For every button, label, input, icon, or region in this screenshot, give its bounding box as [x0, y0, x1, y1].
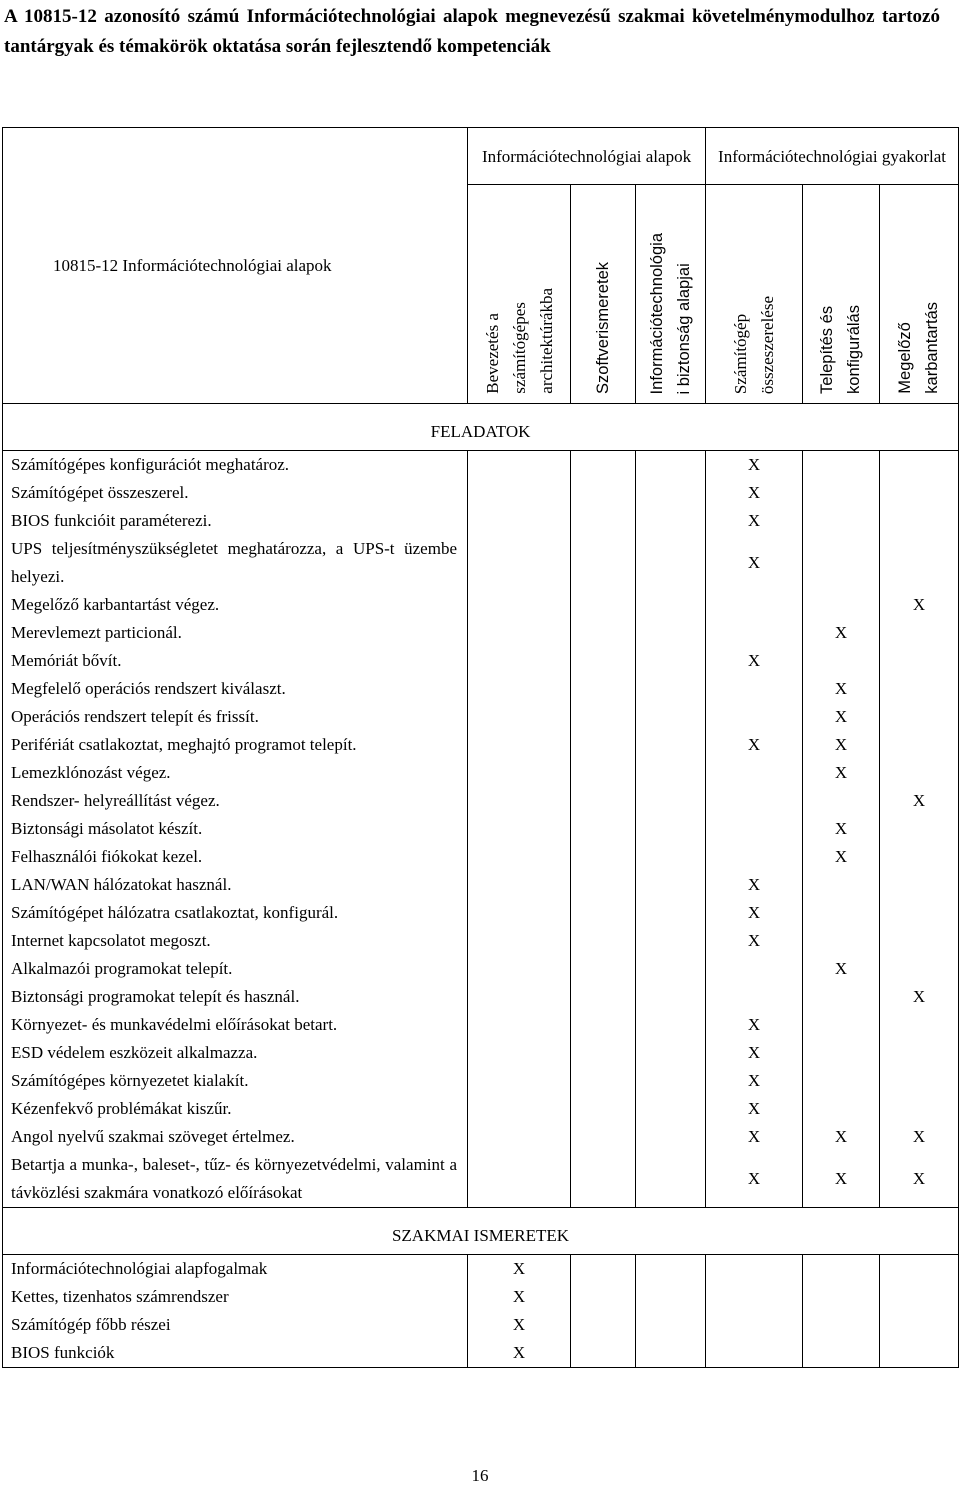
table-row — [3, 843, 959, 871]
mark-cell — [571, 787, 636, 815]
table-row — [3, 1311, 959, 1339]
mark-cell — [571, 1311, 636, 1339]
mark-cell — [880, 535, 959, 591]
column-header-2 — [636, 185, 706, 404]
mark-cell — [880, 899, 959, 927]
mark-cell — [803, 787, 880, 815]
mark-cell — [706, 815, 803, 843]
mark-cell — [636, 1011, 706, 1039]
column-header-line: összeszerelése — [758, 295, 778, 394]
mark-cell — [706, 703, 803, 731]
task-cell: Környezet- és munkavédelmi előírásokat betart. — [3, 1011, 468, 1039]
mark-cell — [468, 647, 571, 675]
mark-cell — [468, 1011, 571, 1039]
column-header-5 — [880, 185, 959, 404]
mark-cell: X — [706, 1011, 803, 1039]
mark-cell — [468, 815, 571, 843]
mark-cell — [706, 1311, 803, 1339]
mark-cell — [636, 927, 706, 955]
mark-cell — [636, 899, 706, 927]
column-header-4 — [803, 185, 880, 404]
column-header-line: Megelőző — [896, 322, 915, 394]
mark-cell — [636, 731, 706, 759]
mark-cell: X — [880, 787, 959, 815]
table-row — [3, 647, 959, 675]
mark-cell — [571, 1067, 636, 1095]
mark-cell — [468, 899, 571, 927]
mark-cell — [468, 619, 571, 647]
mark-cell — [468, 843, 571, 871]
mark-cell — [880, 815, 959, 843]
task-cell: Betartja a munka-, baleset-, tűz- és környezetvédelmi, valamint a távközlési szakmára vonatkozó előírásokat — [3, 1151, 468, 1208]
table-row — [3, 619, 959, 647]
mark-cell — [880, 955, 959, 983]
task-cell: Számítógépet összeszerel. — [3, 479, 468, 507]
mark-cell — [468, 955, 571, 983]
mark-cell — [636, 535, 706, 591]
mark-cell — [636, 507, 706, 535]
table-row — [3, 479, 959, 507]
mark-cell — [636, 983, 706, 1011]
mark-cell — [880, 759, 959, 787]
competency-table — [2, 127, 959, 1368]
table-row — [3, 451, 959, 480]
mark-cell — [571, 899, 636, 927]
table-row — [3, 1039, 959, 1067]
mark-cell: X — [706, 451, 803, 480]
mark-cell — [803, 1095, 880, 1123]
mark-cell — [571, 1339, 636, 1368]
mark-cell — [571, 1039, 636, 1067]
column-header-3 — [706, 185, 803, 404]
table-row — [3, 1283, 959, 1311]
mark-cell — [803, 1311, 880, 1339]
table-row — [3, 1123, 959, 1151]
mark-cell: X — [706, 1123, 803, 1151]
column-header-line: karbantartás — [923, 302, 942, 394]
section-title: FELADATOK — [3, 404, 959, 451]
mark-cell: X — [706, 647, 803, 675]
mark-cell: X — [706, 731, 803, 759]
mark-cell: X — [880, 591, 959, 619]
mark-cell — [636, 1283, 706, 1311]
mark-cell — [803, 1067, 880, 1095]
task-cell: BIOS funkcióit paraméterezi. — [3, 507, 468, 535]
task-cell: Felhasználói fiókokat kezel. — [3, 843, 468, 871]
mark-cell — [880, 1283, 959, 1311]
table-row — [3, 535, 959, 591]
task-cell: Angol nyelvű szakmai szöveget értelmez. — [3, 1123, 468, 1151]
mark-cell — [468, 871, 571, 899]
mark-cell — [468, 787, 571, 815]
mark-cell — [571, 759, 636, 787]
mark-cell: X — [706, 507, 803, 535]
mark-cell — [636, 815, 706, 843]
mark-cell — [468, 759, 571, 787]
mark-cell: X — [468, 1311, 571, 1339]
mark-cell — [636, 871, 706, 899]
mark-cell — [880, 871, 959, 899]
task-cell: Lemezklónozást végez. — [3, 759, 468, 787]
mark-cell — [803, 647, 880, 675]
mark-cell: X — [803, 703, 880, 731]
column-header-line: Információtechnológia — [647, 232, 666, 394]
mark-cell — [880, 927, 959, 955]
mark-cell — [468, 731, 571, 759]
mark-cell — [880, 1011, 959, 1039]
task-cell: BIOS funkciók — [3, 1339, 468, 1368]
group-header-alapok: Információtechnológiai alapok — [468, 128, 706, 185]
mark-cell — [803, 1039, 880, 1067]
column-header-line: i biztonság alapjai — [674, 262, 693, 394]
task-cell: Rendszer- helyreállítást végez. — [3, 787, 468, 815]
mark-cell: X — [880, 1123, 959, 1151]
mark-cell — [706, 983, 803, 1011]
mark-cell — [706, 1255, 803, 1284]
mark-cell: X — [706, 1039, 803, 1067]
module-label: 10815-12 Információtechnológiai alapok — [3, 128, 468, 404]
mark-cell — [803, 535, 880, 591]
mark-cell — [468, 479, 571, 507]
mark-cell: X — [803, 759, 880, 787]
mark-cell — [571, 703, 636, 731]
mark-cell: X — [706, 479, 803, 507]
table-row — [3, 1095, 959, 1123]
mark-cell — [571, 507, 636, 535]
table-row — [3, 927, 959, 955]
mark-cell: X — [880, 983, 959, 1011]
task-cell: Memóriát bővít. — [3, 647, 468, 675]
mark-cell — [636, 1255, 706, 1284]
column-header-label — [727, 296, 781, 394]
mark-cell — [571, 1151, 636, 1208]
mark-cell — [803, 1283, 880, 1311]
mark-cell — [706, 955, 803, 983]
mark-cell — [706, 1283, 803, 1311]
mark-cell — [880, 619, 959, 647]
mark-cell — [636, 1067, 706, 1095]
mark-cell: X — [803, 815, 880, 843]
mark-cell — [468, 591, 571, 619]
mark-cell: X — [803, 843, 880, 871]
mark-cell — [636, 1095, 706, 1123]
mark-cell — [706, 843, 803, 871]
mark-cell — [803, 451, 880, 480]
table-row — [3, 1011, 959, 1039]
mark-cell — [636, 591, 706, 619]
mark-cell: X — [880, 1151, 959, 1208]
task-cell: Biztonsági másolatot készít. — [3, 815, 468, 843]
mark-cell — [803, 591, 880, 619]
task-cell: Számítógép főbb részei — [3, 1311, 468, 1339]
column-header-line: Telepítés és — [818, 305, 837, 394]
mark-cell — [571, 815, 636, 843]
mark-cell — [880, 843, 959, 871]
mark-cell — [880, 1255, 959, 1284]
mark-cell: X — [706, 927, 803, 955]
mark-cell — [468, 1039, 571, 1067]
mark-cell — [468, 983, 571, 1011]
mark-cell — [880, 731, 959, 759]
mark-cell — [636, 479, 706, 507]
mark-cell: X — [706, 1151, 803, 1208]
table-row — [3, 759, 959, 787]
mark-cell — [706, 591, 803, 619]
mark-cell — [571, 731, 636, 759]
mark-cell — [803, 507, 880, 535]
table-row — [3, 675, 959, 703]
task-cell: Operációs rendszert telepít és frissít. — [3, 703, 468, 731]
mark-cell — [468, 535, 571, 591]
task-cell: Alkalmazói programokat telepít. — [3, 955, 468, 983]
mark-cell — [803, 1011, 880, 1039]
mark-cell — [636, 703, 706, 731]
section-title: SZAKMAI ISMERETEK — [3, 1208, 959, 1255]
column-header-line: architektúrákba — [536, 288, 556, 394]
mark-cell — [468, 1095, 571, 1123]
column-header-line: Számítógép — [731, 313, 751, 394]
mark-cell — [636, 843, 706, 871]
group-header-gyakorlat: Információtechnológiai gyakorlat — [706, 128, 959, 185]
column-header-label — [590, 262, 617, 394]
mark-cell — [880, 1339, 959, 1368]
mark-cell — [880, 1095, 959, 1123]
mark-cell — [706, 619, 803, 647]
task-cell: Számítógépes konfigurációt meghatároz. — [3, 451, 468, 480]
mark-cell — [636, 1151, 706, 1208]
table-row — [3, 1339, 959, 1368]
mark-cell — [571, 955, 636, 983]
mark-cell — [636, 1311, 706, 1339]
mark-cell: X — [706, 535, 803, 591]
page-number: 16 — [471, 1466, 489, 1485]
mark-cell — [636, 647, 706, 675]
mark-cell — [636, 451, 706, 480]
column-header-line: Szoftverismeretek — [593, 261, 612, 394]
mark-cell — [571, 927, 636, 955]
mark-cell — [803, 927, 880, 955]
task-cell: Megelőző karbantartást végez. — [3, 591, 468, 619]
mark-cell — [571, 1255, 636, 1284]
mark-cell — [571, 983, 636, 1011]
mark-cell — [880, 703, 959, 731]
task-cell: Kézenfekvő problémákat kiszűr. — [3, 1095, 468, 1123]
mark-cell: X — [468, 1283, 571, 1311]
mark-cell — [880, 479, 959, 507]
mark-cell — [571, 871, 636, 899]
column-header-label — [814, 305, 868, 394]
task-cell: Internet kapcsolatot megoszt. — [3, 927, 468, 955]
table-row — [3, 899, 959, 927]
mark-cell — [571, 479, 636, 507]
mark-cell — [571, 1123, 636, 1151]
mark-cell — [468, 451, 571, 480]
mark-cell — [571, 619, 636, 647]
column-header-0 — [468, 185, 571, 404]
mark-cell: X — [706, 871, 803, 899]
table-row — [3, 815, 959, 843]
mark-cell — [571, 647, 636, 675]
mark-cell — [571, 843, 636, 871]
mark-cell — [803, 871, 880, 899]
mark-cell — [706, 759, 803, 787]
mark-cell — [803, 1255, 880, 1284]
mark-cell — [468, 507, 571, 535]
mark-cell — [636, 955, 706, 983]
mark-cell — [636, 1039, 706, 1067]
mark-cell — [706, 675, 803, 703]
column-header-1 — [571, 185, 636, 404]
mark-cell: X — [803, 955, 880, 983]
mark-cell — [803, 983, 880, 1011]
table-row — [3, 1255, 959, 1284]
mark-cell — [880, 1067, 959, 1095]
column-header-label — [479, 288, 560, 394]
column-header-label — [892, 302, 946, 394]
mark-cell: X — [706, 899, 803, 927]
mark-cell — [880, 507, 959, 535]
table-row — [3, 703, 959, 731]
mark-cell: X — [803, 675, 880, 703]
mark-cell — [468, 1151, 571, 1208]
mark-cell — [803, 899, 880, 927]
document-heading: A 10815-12 azonosító számú Információtechnológiai alapok megnevezésű szakmai követelménymodulhoz tartozó tantárgyak és témakörök oktatása során fejlesztendő kompetenciák — [4, 6, 940, 57]
mark-cell — [706, 787, 803, 815]
mark-cell — [468, 1067, 571, 1095]
mark-cell: X — [803, 619, 880, 647]
task-cell: LAN/WAN hálózatokat használ. — [3, 871, 468, 899]
mark-cell — [468, 927, 571, 955]
column-header-label — [644, 233, 698, 394]
task-cell: Perifériát csatlakoztat, meghajtó programot telepít. — [3, 731, 468, 759]
mark-cell — [571, 1283, 636, 1311]
mark-cell: X — [803, 731, 880, 759]
mark-cell — [803, 1339, 880, 1368]
task-cell: Információtechnológiai alapfogalmak — [3, 1255, 468, 1284]
mark-cell — [636, 759, 706, 787]
mark-cell — [468, 675, 571, 703]
table-row — [3, 983, 959, 1011]
mark-cell — [571, 675, 636, 703]
task-cell: UPS teljesítményszükségletet meghatározza, a UPS-t üzembe helyezi. — [3, 535, 468, 591]
mark-cell — [636, 1339, 706, 1368]
table-row — [3, 955, 959, 983]
mark-cell — [803, 479, 880, 507]
mark-cell — [636, 787, 706, 815]
mark-cell: X — [706, 1095, 803, 1123]
mark-cell — [571, 591, 636, 619]
mark-cell — [468, 1123, 571, 1151]
mark-cell — [880, 1311, 959, 1339]
mark-cell — [571, 535, 636, 591]
mark-cell — [636, 1123, 706, 1151]
mark-cell — [571, 1011, 636, 1039]
table-row — [3, 1151, 959, 1208]
mark-cell — [636, 675, 706, 703]
task-cell: Kettes, tizenhatos számrendszer — [3, 1283, 468, 1311]
table-row — [3, 731, 959, 759]
mark-cell — [571, 1095, 636, 1123]
table-row — [3, 591, 959, 619]
task-cell: ESD védelem eszközeit alkalmazza. — [3, 1039, 468, 1067]
mark-cell — [636, 619, 706, 647]
mark-cell — [571, 451, 636, 480]
table-row — [3, 1067, 959, 1095]
mark-cell: X — [803, 1151, 880, 1208]
mark-cell — [880, 1039, 959, 1067]
table-row — [3, 871, 959, 899]
column-header-line: számítógépes — [509, 302, 529, 394]
task-cell: Számítógépet hálózatra csatlakoztat, konfigurál. — [3, 899, 468, 927]
task-cell: Számítógépes környezetet kialakít. — [3, 1067, 468, 1095]
table-row — [3, 787, 959, 815]
mark-cell: X — [468, 1339, 571, 1368]
column-header-line: Bevezetés a — [482, 313, 502, 394]
mark-cell: X — [468, 1255, 571, 1284]
task-cell: Biztonsági programokat telepít és használ. — [3, 983, 468, 1011]
mark-cell: X — [803, 1123, 880, 1151]
task-cell: Merevlemezt particionál. — [3, 619, 468, 647]
mark-cell — [706, 1339, 803, 1368]
table-row — [3, 507, 959, 535]
column-header-line: konfigurálás — [845, 305, 864, 394]
mark-cell — [468, 703, 571, 731]
mark-cell — [880, 675, 959, 703]
mark-cell — [880, 647, 959, 675]
mark-cell: X — [706, 1067, 803, 1095]
task-cell: Megfelelő operációs rendszert kiválaszt. — [3, 675, 468, 703]
mark-cell — [880, 451, 959, 480]
